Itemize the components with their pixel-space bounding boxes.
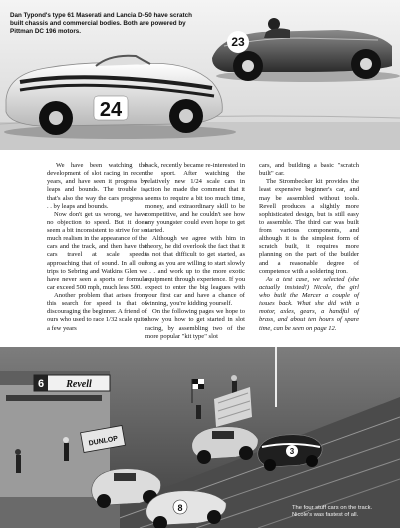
article-paragraph: Although we agree with him in theory, he did overlook the fact that it is not that difficult to get started, as long as you are willing to start slowly . . . and work up to the more exotic equipment through experience. If you expect to enter the big leagues with your first car and have a chance of winning, you're kidding yourself. [145, 235, 245, 308]
article-paragraph: The Strombecker kit provides the least expensive beginner's car, and may be assembled without tools. Revell produces a slightly more sophisticated design, but is still easy to assemble. The third car was built from various components, and although it is the simplest form of scratch built, it requires more planning on the part of the builder and a reasonable degree of competence with a soldering iron. [259, 178, 359, 275]
rear-car-number: 23 [231, 35, 245, 49]
bottom-photo-caption: The four stuff cars on the track. Nicole's was fastest of all. [292, 505, 373, 518]
front-car-number: 24 [99, 99, 123, 121]
article-column-1 [47, 162, 147, 333]
article-paragraph: Another problem that arises from this search for speed is that of discouraging the beginner. A friend of ours who used to race 1/32 scale quite a few years [47, 292, 147, 332]
track-sign-brand: Revell [66, 379, 92, 390]
article-paragraph: back, recently became re-interested in the sport. After watching the relatively new 1/24 scale cars in action he made the comment that it seems to require a bit too much time, money, and extraordinary skill to be competitive, and he couldn't see how any youngster could even hope to get started. [145, 162, 245, 234]
article-column-3 [259, 162, 359, 333]
slot-car-number: 8 [177, 503, 183, 513]
article-paragraph: cars, and building a basic "scratch built" car. [259, 162, 359, 178]
slot-car [146, 491, 226, 528]
article-paragraph: On the following pages we hope to show you how to get started in slot racing, by assembling two of the more popular "kit type" slot [145, 308, 245, 340]
bottom-photo-scene [0, 347, 400, 528]
article-paragraph-italic: As a test case, we selected (she actually insisted!) Nicole, the girl who built the Mercer a couple of issues back. What she did with a motor, axles, gears, a handful of brass, and about ten hours of spare time, can be seen on page 12. [259, 275, 359, 332]
track-sign-number: 6 [37, 378, 45, 390]
bottom-photo [0, 347, 400, 528]
article-body [47, 162, 369, 340]
article-paragraph: We have been watching the development of slot racing in recent years, and have seen it progress by leaps and bounds. The trouble is, that's also the way the cars progress . . . by leaps and bounds. [47, 162, 147, 210]
top-photo-caption: Dan Typond's type 61 Maserati and Lancia D-50 have scratch built chassis and commercial bodies. Both are powered by Pittman DC 196 motors. [10, 12, 192, 36]
track-sign-small: DUNLOP [88, 435, 119, 448]
article-column-2 [145, 162, 245, 341]
slot-car [258, 435, 322, 471]
slot-car-number: 3 [289, 447, 295, 456]
article-paragraph: Now don't get us wrong, we have no objection to speed. But it does seem a bit inconsistent to strive for so much realism in the appearance of the cars and the track, and then have the cars travel at scale speeds approaching that of sound. In all our trips to Sebring and Watkins Glen we have never seen a sports or formula car exceed 500 mph, much less 500. [47, 210, 147, 291]
